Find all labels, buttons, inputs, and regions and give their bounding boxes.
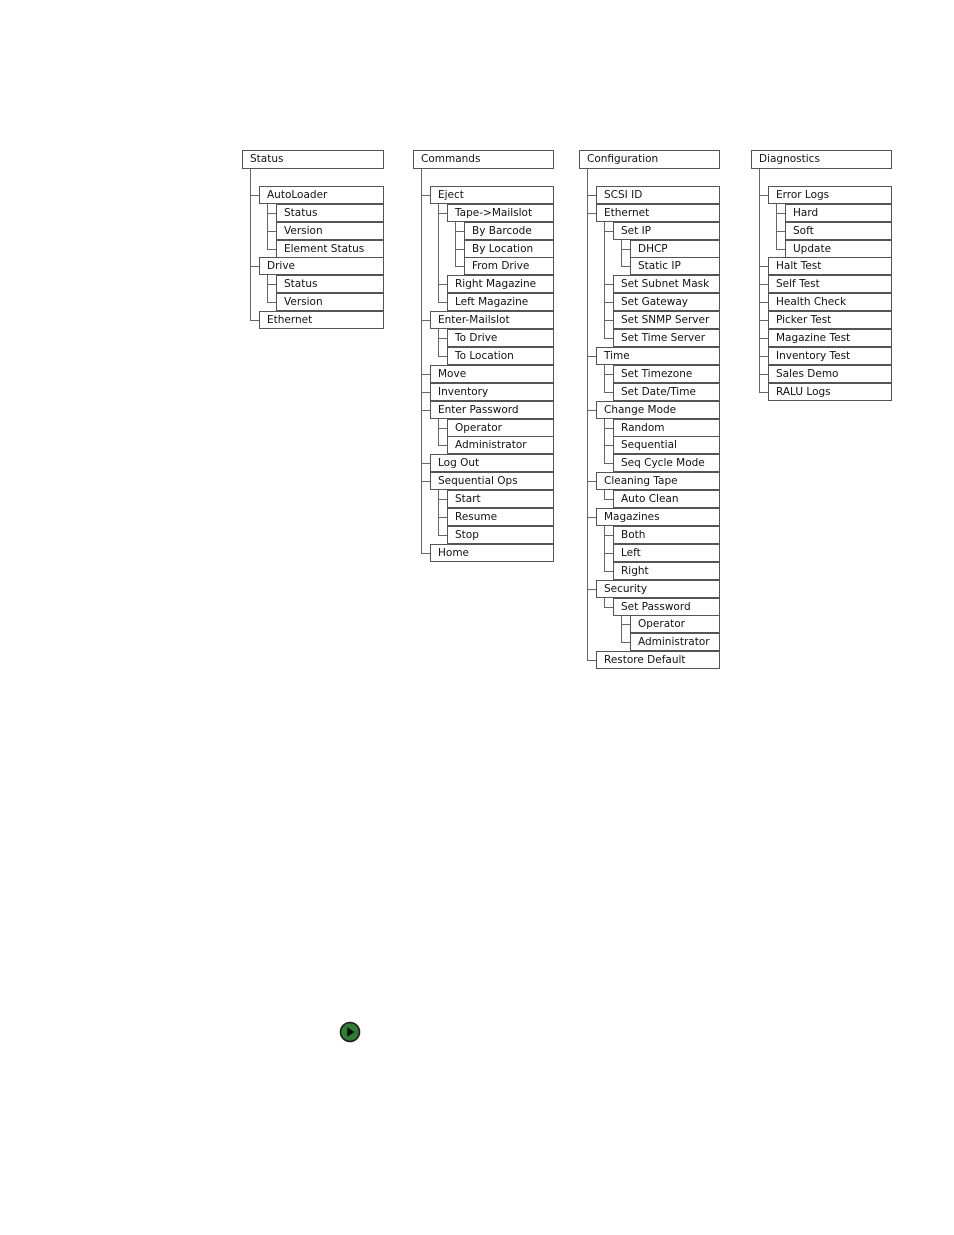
tree-connector <box>621 616 622 643</box>
menu-item-resume: Resume <box>447 508 554 526</box>
tree-connector <box>587 195 596 196</box>
menu-item-time: Time <box>596 347 720 365</box>
tree-connector <box>421 463 430 464</box>
menu-item-from-drive: From Drive <box>464 257 554 275</box>
tree-connector <box>250 195 259 196</box>
menu-item-home: Home <box>430 544 554 562</box>
tree-connector <box>604 428 613 429</box>
tree-connector <box>621 240 622 267</box>
tree-connector <box>421 320 430 321</box>
menu-header-status: Status <box>242 150 384 169</box>
menu-item-status: Status <box>276 275 384 293</box>
tree-connector <box>604 338 613 339</box>
tree-connector <box>421 374 430 375</box>
tree-connector <box>759 338 768 339</box>
tree-connector <box>621 266 630 267</box>
menu-item-self-test: Self Test <box>768 275 892 293</box>
tree-connector <box>421 410 430 411</box>
tree-connector <box>438 499 447 500</box>
tree-connector <box>759 392 768 393</box>
menu-item-stop: Stop <box>447 526 554 544</box>
tree-connector <box>604 463 613 464</box>
tree-connector <box>604 419 605 464</box>
menu-item-status: Status <box>276 204 384 222</box>
tree-connector <box>587 169 588 661</box>
tree-connector <box>438 329 439 357</box>
menu-item-set-password: Set Password <box>613 598 720 616</box>
menu-item-ethernet: Ethernet <box>259 311 384 329</box>
menu-item-start: Start <box>447 490 554 508</box>
tree-connector <box>421 392 430 393</box>
menu-item-set-time-server: Set Time Server <box>613 329 720 347</box>
menu-header-commands: Commands <box>413 150 554 169</box>
menu-item-left: Left <box>613 544 720 562</box>
menu-item-administrator: Administrator <box>630 633 720 651</box>
menu-item-magazines: Magazines <box>596 508 720 526</box>
tree-connector <box>267 231 276 232</box>
tree-connector <box>587 481 596 482</box>
tree-connector <box>604 499 613 500</box>
tree-connector <box>776 213 785 214</box>
menu-item-enter-mailslot: Enter-Mailslot <box>430 311 554 329</box>
menu-item-ralu-logs: RALU Logs <box>768 383 892 401</box>
menu-item-sales-demo: Sales Demo <box>768 365 892 383</box>
menu-item-version: Version <box>276 293 384 311</box>
menu-item-tape-mailslot: Tape->Mailslot <box>447 204 554 222</box>
tree-connector <box>267 275 268 303</box>
tree-connector <box>604 535 613 536</box>
tree-connector <box>604 392 613 393</box>
tree-connector <box>621 249 630 250</box>
menu-item-random: Random <box>613 419 720 437</box>
menu-item-eject: Eject <box>430 186 554 204</box>
menu-item-magazine-test: Magazine Test <box>768 329 892 347</box>
menu-item-operator: Operator <box>447 419 554 437</box>
tree-connector <box>604 222 605 339</box>
tree-connector <box>604 598 605 608</box>
menu-item-dhcp: DHCP <box>630 240 720 258</box>
tree-connector <box>455 266 464 267</box>
tree-connector <box>759 195 768 196</box>
menu-item-update: Update <box>785 240 892 258</box>
menu-item-ethernet: Ethernet <box>596 204 720 222</box>
tree-connector <box>438 535 447 536</box>
tree-connector <box>776 249 785 250</box>
tree-connector <box>587 517 596 518</box>
menu-item-set-snmp-server: Set SNMP Server <box>613 311 720 329</box>
menu-item-static-ip: Static IP <box>630 257 720 275</box>
tree-connector <box>587 660 596 661</box>
menu-item-soft: Soft <box>785 222 892 240</box>
menu-item-sequential-ops: Sequential Ops <box>430 472 554 490</box>
tree-connector <box>438 419 439 446</box>
tree-connector <box>604 374 613 375</box>
menu-item-element-status: Element Status <box>276 240 384 258</box>
tree-connector <box>421 553 430 554</box>
tree-connector <box>267 302 276 303</box>
menu-item-auto-clean: Auto Clean <box>613 490 720 508</box>
menu-item-hard: Hard <box>785 204 892 222</box>
tree-connector <box>587 213 596 214</box>
tree-connector <box>604 526 605 572</box>
menu-item-error-logs: Error Logs <box>768 186 892 204</box>
menu-item-sequential: Sequential <box>613 436 720 454</box>
menu-item-set-ip: Set IP <box>613 222 720 240</box>
tree-connector <box>267 204 268 250</box>
menu-item-set-timezone: Set Timezone <box>613 365 720 383</box>
menu-item-to-drive: To Drive <box>447 329 554 347</box>
tree-connector <box>759 302 768 303</box>
tree-connector <box>438 302 447 303</box>
tree-connector <box>438 490 439 536</box>
menu-item-set-subnet-mask: Set Subnet Mask <box>613 275 720 293</box>
tree-connector <box>421 481 430 482</box>
menu-header-diagnostics: Diagnostics <box>751 150 892 169</box>
tree-connector <box>438 338 447 339</box>
tree-connector <box>438 428 447 429</box>
menu-item-autoloader: AutoLoader <box>259 186 384 204</box>
menu-item-security: Security <box>596 580 720 598</box>
tree-connector <box>438 204 439 303</box>
tree-connector <box>759 169 760 393</box>
menu-item-scsi-id: SCSI ID <box>596 186 720 204</box>
menu-item-inventory: Inventory <box>430 383 554 401</box>
menu-item-log-out: Log Out <box>430 454 554 472</box>
menu-item-health-check: Health Check <box>768 293 892 311</box>
menu-item-by-location: By Location <box>464 240 554 258</box>
menu-item-restore-default: Restore Default <box>596 651 720 669</box>
menu-item-picker-test: Picker Test <box>768 311 892 329</box>
tree-connector <box>604 284 613 285</box>
tree-connector <box>438 517 447 518</box>
tree-connector <box>604 490 605 500</box>
tree-connector <box>621 642 630 643</box>
tree-connector <box>604 365 605 393</box>
menu-item-inventory-test: Inventory Test <box>768 347 892 365</box>
tree-connector <box>438 284 447 285</box>
tree-connector <box>759 266 768 267</box>
menu-item-right: Right <box>613 562 720 580</box>
menu-item-version: Version <box>276 222 384 240</box>
tree-connector <box>604 553 613 554</box>
tree-connector <box>776 204 777 250</box>
menu-item-right-magazine: Right Magazine <box>447 275 554 293</box>
tree-connector <box>267 284 276 285</box>
tree-connector <box>455 222 456 267</box>
menu-item-administrator: Administrator <box>447 436 554 454</box>
tree-connector <box>759 374 768 375</box>
tree-connector <box>759 356 768 357</box>
menu-item-set-gateway: Set Gateway <box>613 293 720 311</box>
menu-item-halt-test: Halt Test <box>768 257 892 275</box>
tree-connector <box>455 231 464 232</box>
tree-connector <box>267 249 276 250</box>
tree-connector <box>438 213 447 214</box>
tree-connector <box>604 607 613 608</box>
menu-item-move: Move <box>430 365 554 383</box>
tree-connector <box>621 624 630 625</box>
tree-connector <box>250 320 259 321</box>
menu-item-drive: Drive <box>259 257 384 275</box>
tree-connector <box>759 320 768 321</box>
menu-header-configuration: Configuration <box>579 150 720 169</box>
tree-connector <box>587 589 596 590</box>
menu-item-enter-password: Enter Password <box>430 401 554 419</box>
tree-connector <box>267 213 276 214</box>
tree-connector <box>604 445 613 446</box>
menu-item-both: Both <box>613 526 720 544</box>
tree-connector <box>604 302 613 303</box>
play-icon <box>339 1021 361 1043</box>
menu-item-by-barcode: By Barcode <box>464 222 554 240</box>
tree-connector <box>587 410 596 411</box>
tree-connector <box>759 284 768 285</box>
menu-item-left-magazine: Left Magazine <box>447 293 554 311</box>
menu-item-set-date-time: Set Date/Time <box>613 383 720 401</box>
tree-connector <box>604 231 613 232</box>
tree-connector <box>438 356 447 357</box>
tree-connector <box>604 320 613 321</box>
tree-connector <box>438 445 447 446</box>
menu-item-to-location: To Location <box>447 347 554 365</box>
tree-connector <box>421 169 422 554</box>
tree-connector <box>421 195 430 196</box>
menu-item-operator: Operator <box>630 615 720 633</box>
menu-item-seq-cycle-mode: Seq Cycle Mode <box>613 454 720 472</box>
tree-connector <box>587 356 596 357</box>
tree-connector <box>250 266 259 267</box>
menu-item-change-mode: Change Mode <box>596 401 720 419</box>
menu-item-cleaning-tape: Cleaning Tape <box>596 472 720 490</box>
tree-connector <box>250 169 251 321</box>
tree-connector <box>455 249 464 250</box>
tree-connector <box>776 231 785 232</box>
tree-connector <box>604 571 613 572</box>
